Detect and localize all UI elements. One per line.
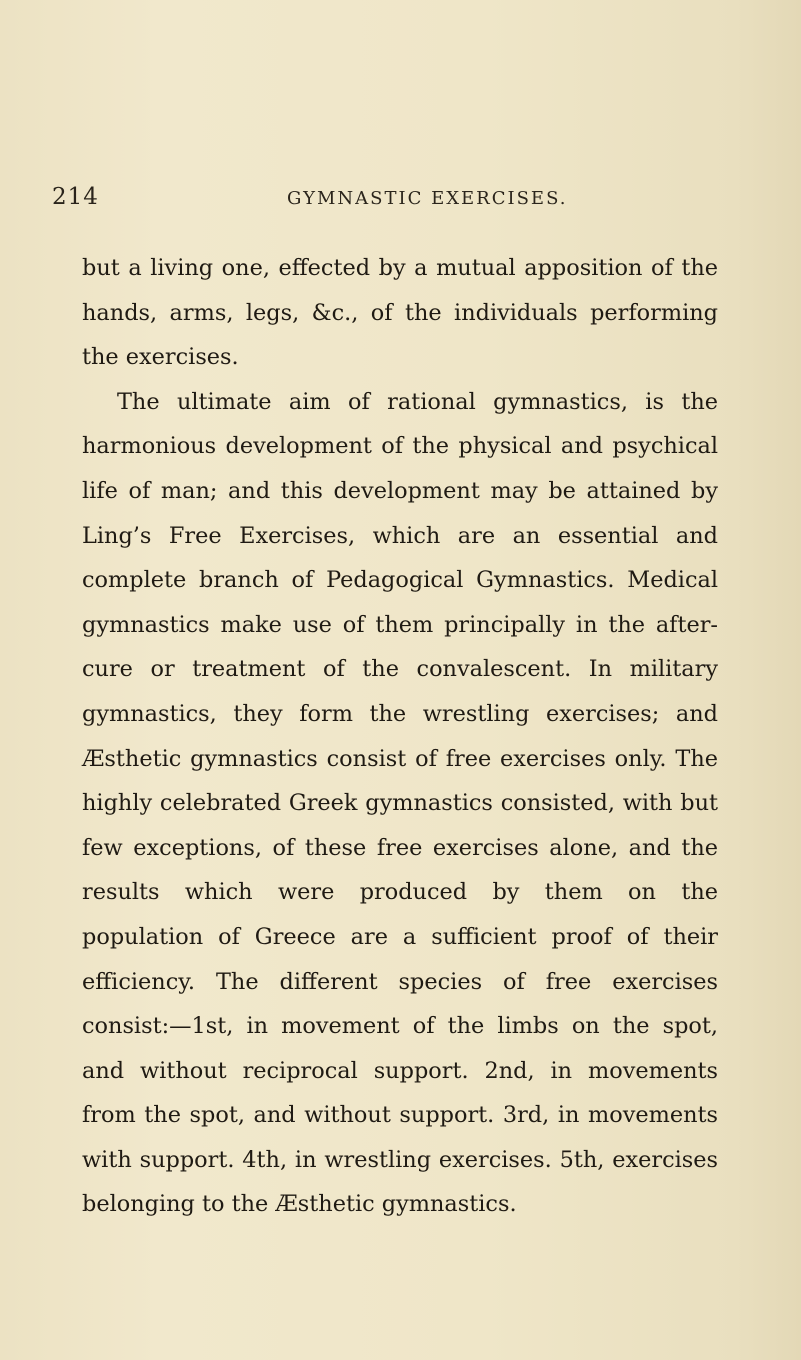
page-number: 214 bbox=[52, 184, 99, 210]
paragraph-continuation: but a living one, effected by a mutual apposition of the hands, arms, legs, &c., of the individuals performing the exercises. bbox=[82, 255, 718, 371]
body-text bbox=[82, 246, 718, 1227]
running-head: GYMNASTIC EXERCISES. bbox=[287, 188, 568, 209]
paragraph-aim-of-gymnastics: The ultimate aim of rational gymnastics, is the harmonious development of the physical and psychical life of man; and this development may be attained by Ling’s Free Exercises, which are an essential and complete branch of Pedagogical Gymnastics. Medical gymnastics make use of them principally in the after-cure or treatment of the convalescent. In military gymnastics, they form the wrestling exercises; and Æsthetic gymnastics consist of free exercises only. The highly celebrated Greek gymnastics consisted, with but few exceptions, of these free exercises alone, and the results which were produced by them on the population of Greece are a sufficient proof of their efficiency. The different species of free exercises consist:—1st, in movement of the limbs on the spot, and without reciprocal support. 2nd, in movements from the spot, and without support. 3rd, in movements with support. 4th, in wrestling exercises. 5th, exercises belonging to the Æsthetic gymnastics. bbox=[82, 388, 718, 1218]
